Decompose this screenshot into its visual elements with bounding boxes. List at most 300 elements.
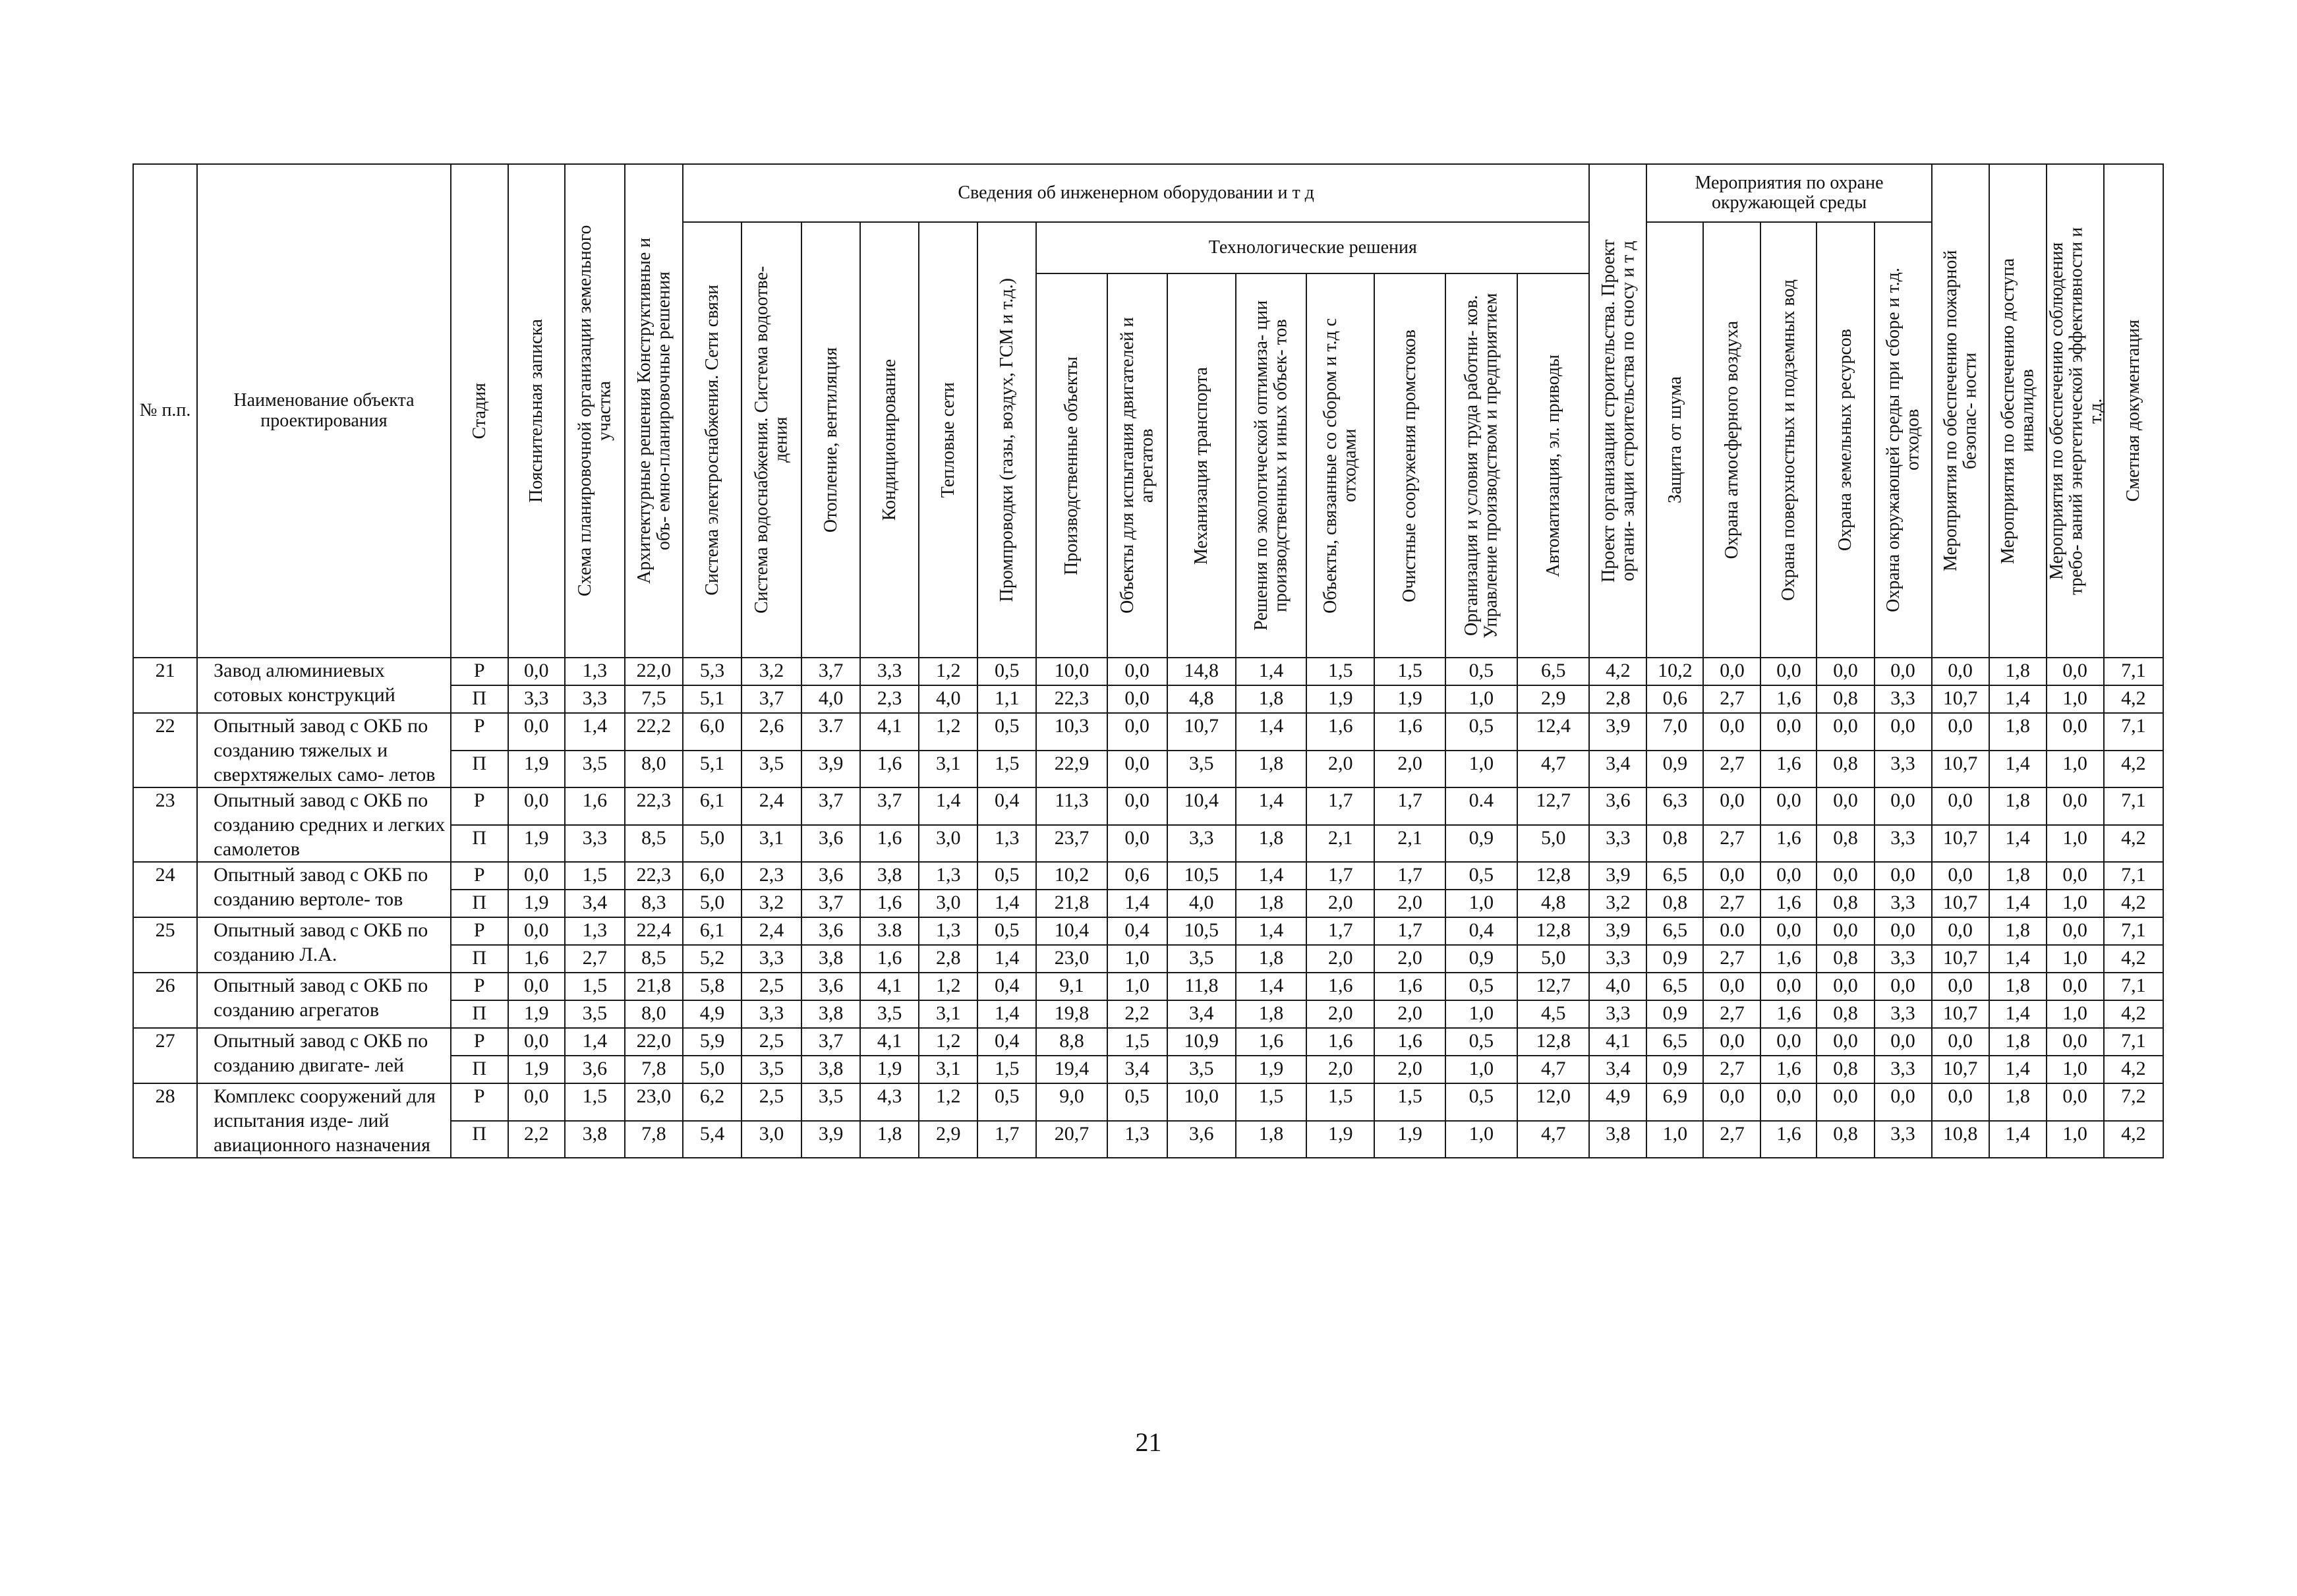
value-cell: 0,0 — [1703, 862, 1760, 890]
row-number: 22 — [133, 713, 197, 787]
value-cell: 3.7 — [801, 713, 860, 751]
stage-cell: Р — [451, 658, 508, 685]
value-cell: 5,0 — [683, 825, 741, 863]
header-c12 — [1167, 273, 1236, 658]
value-cell: 2,0 — [1374, 1000, 1445, 1028]
value-cell: 3,3 — [1875, 945, 1932, 973]
value-cell: 0,0 — [1817, 973, 1874, 1000]
header-c14 — [1306, 273, 1374, 658]
value-cell: 1,0 — [1445, 1121, 1517, 1158]
value-cell: 1,6 — [1236, 1028, 1306, 1056]
value-cell: 1,9 — [508, 1000, 565, 1028]
stage-cell: П — [451, 945, 508, 973]
value-cell: 10,5 — [1167, 862, 1236, 890]
value-cell: 1,8 — [1236, 751, 1306, 788]
value-cell: 0,0 — [1932, 917, 1989, 945]
value-cell: 3,6 — [1167, 1121, 1236, 1158]
header-c2-label: Схема планировочной организации земельного участка — [574, 225, 615, 597]
value-cell: 1,8 — [1989, 1083, 2047, 1121]
value-cell: 3,1 — [741, 825, 801, 863]
value-cell: 1,6 — [860, 945, 919, 973]
value-cell: 10,7 — [1167, 713, 1236, 751]
value-cell: 0,0 — [1875, 1083, 1932, 1121]
value-cell: 1,9 — [1236, 1056, 1306, 1083]
value-cell: 0,4 — [977, 973, 1036, 1000]
value-cell: 0,4 — [1445, 917, 1517, 945]
value-cell: 2,0 — [1306, 890, 1374, 917]
value-cell: 2,2 — [1107, 1000, 1167, 1028]
value-cell: 2,7 — [1703, 945, 1760, 973]
value-cell: 1,8 — [1989, 713, 2047, 751]
value-cell: 0,0 — [1932, 862, 1989, 890]
value-cell: 2,9 — [919, 1121, 977, 1158]
value-cell: 3,9 — [1589, 713, 1646, 751]
value-cell: 6,2 — [683, 1083, 741, 1121]
value-cell: 3,9 — [801, 751, 860, 788]
value-cell: 8,0 — [625, 751, 683, 788]
value-cell: 2,1 — [1374, 825, 1445, 863]
value-cell: 0,0 — [2047, 787, 2104, 825]
value-cell: 0,0 — [1760, 973, 1817, 1000]
value-cell: 3,5 — [565, 1000, 625, 1028]
value-cell: 10,7 — [1932, 890, 1989, 917]
value-cell: 3,3 — [1875, 825, 1932, 863]
value-cell: 1,4 — [977, 1000, 1036, 1028]
value-cell: 1,6 — [1760, 1121, 1817, 1158]
value-cell: 0,8 — [1817, 751, 1874, 788]
value-cell: 3.8 — [860, 917, 919, 945]
value-cell: 3,8 — [1589, 1121, 1646, 1158]
value-cell: 2,0 — [1374, 1056, 1445, 1083]
value-cell: 2,3 — [860, 685, 919, 713]
value-cell: 1,6 — [1306, 1028, 1374, 1056]
value-cell: 22,0 — [625, 1028, 683, 1056]
value-cell: 1,7 — [1374, 917, 1445, 945]
value-cell: 1,0 — [2047, 1000, 2104, 1028]
value-cell: 1,8 — [1989, 658, 2047, 685]
value-cell: 0,0 — [1107, 787, 1167, 825]
value-cell: 0,5 — [1445, 658, 1517, 685]
value-cell: 1,6 — [1306, 713, 1374, 751]
value-cell: 1,9 — [1306, 1121, 1374, 1158]
value-cell: 22,4 — [625, 917, 683, 945]
value-cell: 0,0 — [1703, 973, 1760, 1000]
value-cell: 0,0 — [1107, 751, 1167, 788]
value-cell: 3,7 — [801, 658, 860, 685]
value-cell: 1,4 — [919, 787, 977, 825]
value-cell: 1,1 — [977, 685, 1036, 713]
value-cell: 0.4 — [1445, 787, 1517, 825]
value-cell: 3,2 — [741, 890, 801, 917]
value-cell: 4,2 — [2104, 1121, 2163, 1158]
value-cell: 1,0 — [1445, 751, 1517, 788]
object-name: Завод алюминиевых сотовых конструкций — [197, 658, 451, 713]
header-c6 — [801, 222, 860, 658]
value-cell: 11,3 — [1036, 787, 1107, 825]
value-cell: 3,3 — [565, 825, 625, 863]
header-c18 — [1589, 164, 1646, 658]
value-cell: 1,2 — [919, 658, 977, 685]
value-cell: 1,0 — [1445, 685, 1517, 713]
value-cell: 3,1 — [919, 1000, 977, 1028]
value-cell: 22,3 — [1036, 685, 1107, 713]
value-cell: 11,8 — [1167, 973, 1236, 1000]
value-cell: 4,8 — [1517, 890, 1589, 917]
value-cell: 21,8 — [625, 973, 683, 1000]
value-cell: 1,8 — [1989, 787, 2047, 825]
value-cell: 0,0 — [1760, 917, 1817, 945]
value-cell: 1,0 — [2047, 890, 2104, 917]
value-cell: 0,0 — [1107, 825, 1167, 863]
value-cell: 12,8 — [1517, 917, 1589, 945]
value-cell: 7,1 — [2104, 1028, 2163, 1056]
value-cell: 1,4 — [1236, 917, 1306, 945]
value-cell: 1,2 — [919, 713, 977, 751]
value-cell: 0,0 — [1875, 917, 1932, 945]
value-cell: 1,5 — [1306, 1083, 1374, 1121]
value-cell: 0,0 — [508, 713, 565, 751]
value-cell: 5,0 — [1517, 825, 1589, 863]
value-cell: 0,9 — [1646, 751, 1703, 788]
header-stage — [451, 164, 508, 658]
header-c2 — [565, 164, 625, 658]
table-row — [133, 787, 2163, 825]
value-cell: 4,2 — [2104, 890, 2163, 917]
value-cell: 1,6 — [860, 751, 919, 788]
value-cell: 5,0 — [1517, 945, 1589, 973]
value-cell: 3,3 — [1875, 890, 1932, 917]
value-cell: 0,0 — [1703, 713, 1760, 751]
value-cell: 2,7 — [1703, 890, 1760, 917]
value-cell: 3,9 — [1589, 862, 1646, 890]
value-cell: 0,0 — [1703, 787, 1760, 825]
value-cell: 3,3 — [1589, 825, 1646, 863]
value-cell: 0,0 — [1107, 685, 1167, 713]
row-number: 23 — [133, 787, 197, 862]
header-c20-label: Охрана атмосферного воздуха — [1722, 320, 1743, 559]
value-cell: 1,4 — [1989, 945, 2047, 973]
header-c8-label: Тепловые сети — [938, 382, 959, 498]
value-cell: 1,9 — [508, 751, 565, 788]
value-cell: 0,8 — [1817, 825, 1874, 863]
value-cell: 1,7 — [1374, 862, 1445, 890]
value-cell: 3,4 — [1167, 1000, 1236, 1028]
value-cell: 7,1 — [2104, 973, 2163, 1000]
value-cell: 10,4 — [1036, 917, 1107, 945]
header-c24-label: Мероприятия по обеспечению пожарной безопас- ности — [1940, 250, 1981, 572]
value-cell: 0,0 — [1932, 787, 1989, 825]
value-cell: 1,5 — [977, 751, 1036, 788]
value-cell: 10,4 — [1167, 787, 1236, 825]
value-cell: 0,5 — [1445, 1028, 1517, 1056]
value-cell: 4,0 — [801, 685, 860, 713]
value-cell: 1,6 — [1760, 1056, 1817, 1083]
header-c22 — [1817, 222, 1874, 658]
value-cell: 0,0 — [1817, 917, 1874, 945]
value-cell: 0,0 — [2047, 1028, 2104, 1056]
value-cell: 0.0 — [1703, 917, 1760, 945]
stage-cell: Р — [451, 917, 508, 945]
value-cell: 1,4 — [1236, 862, 1306, 890]
value-cell: 4,7 — [1517, 1056, 1589, 1083]
value-cell: 0,0 — [2047, 973, 2104, 1000]
value-cell: 2,0 — [1306, 1056, 1374, 1083]
value-cell: 7,1 — [2104, 862, 2163, 890]
value-cell: 1,3 — [919, 862, 977, 890]
value-cell: 3,7 — [860, 787, 919, 825]
value-cell: 3,8 — [801, 1000, 860, 1028]
value-cell: 0,0 — [1932, 973, 1989, 1000]
value-cell: 0,6 — [1107, 862, 1167, 890]
value-cell: 1,8 — [1989, 973, 2047, 1000]
header-c10-label: Производственные объекты — [1061, 356, 1082, 575]
value-cell: 1,2 — [919, 1028, 977, 1056]
value-cell: 0,0 — [508, 862, 565, 890]
stage-cell: П — [451, 1121, 508, 1158]
header-c24 — [1932, 164, 1989, 658]
value-cell: 0,9 — [1646, 1056, 1703, 1083]
value-cell: 5,0 — [683, 1056, 741, 1083]
value-cell: 1,4 — [1236, 787, 1306, 825]
value-cell: 1,0 — [2047, 685, 2104, 713]
value-cell: 1,8 — [1236, 1000, 1306, 1028]
value-cell: 7,1 — [2104, 787, 2163, 825]
value-cell: 2,7 — [1703, 825, 1760, 863]
row-number: 25 — [133, 917, 197, 973]
value-cell: 10,2 — [1646, 658, 1703, 685]
value-cell: 7,8 — [625, 1121, 683, 1158]
header-c21-label: Охрана поверхностных и подземных вод — [1778, 279, 1799, 601]
value-cell: 3,3 — [741, 945, 801, 973]
value-cell: 10,7 — [1932, 945, 1989, 973]
row-number: 26 — [133, 973, 197, 1028]
object-name: Комплекс сооружений для испытания изде- лий авиационного назначения — [197, 1083, 451, 1158]
value-cell: 4,7 — [1517, 751, 1589, 788]
value-cell: 0,0 — [1817, 713, 1874, 751]
header-num: № п.п. — [133, 164, 197, 658]
value-cell: 1,6 — [1374, 973, 1445, 1000]
value-cell: 1,0 — [2047, 751, 2104, 788]
value-cell: 3,4 — [565, 890, 625, 917]
stage-cell: Р — [451, 973, 508, 1000]
stage-cell: П — [451, 1000, 508, 1028]
object-name: Опытный завод с ОКБ по созданию тяжелых и сверхтяжелых само- летов — [197, 713, 451, 787]
value-cell: 3,3 — [1875, 685, 1932, 713]
header-c17-label: Автоматизация, эл. приводы — [1542, 354, 1563, 577]
header-c12-label: Механизация транспорта — [1191, 366, 1212, 565]
value-cell: 1,5 — [1374, 658, 1445, 685]
value-cell: 1,9 — [1374, 685, 1445, 713]
value-cell: 0,8 — [1817, 1000, 1874, 1028]
value-cell: 19,4 — [1036, 1056, 1107, 1083]
value-cell: 3,1 — [919, 1056, 977, 1083]
value-cell: 2,8 — [919, 945, 977, 973]
value-cell: 5,9 — [683, 1028, 741, 1056]
header-c3-label: Архитектурные решения Конструктивные и объ- емно-планировочные решения — [633, 237, 674, 584]
header-c8 — [919, 222, 977, 658]
value-cell: 0,5 — [1445, 713, 1517, 751]
value-cell: 1,6 — [1760, 825, 1817, 863]
value-cell: 23,0 — [625, 1083, 683, 1121]
value-cell: 8,5 — [625, 825, 683, 863]
value-cell: 1,8 — [1236, 945, 1306, 973]
value-cell: 0,5 — [977, 1083, 1036, 1121]
value-cell: 0,0 — [508, 787, 565, 825]
value-cell: 1,3 — [1107, 1121, 1167, 1158]
header-c19-label: Защита от шума — [1664, 376, 1685, 504]
value-cell: 0,0 — [1875, 713, 1932, 751]
value-cell: 3,3 — [1875, 751, 1932, 788]
value-cell: 0,0 — [2047, 713, 2104, 751]
value-cell: 5,8 — [683, 973, 741, 1000]
value-cell: 3,3 — [1875, 1000, 1932, 1028]
value-cell: 2,2 — [508, 1121, 565, 1158]
value-cell: 1,3 — [565, 917, 625, 945]
row-number: 21 — [133, 658, 197, 713]
stage-cell: Р — [451, 1083, 508, 1121]
value-cell: 3,7 — [801, 1028, 860, 1056]
value-cell: 6,5 — [1517, 658, 1589, 685]
value-cell: 1,4 — [565, 1028, 625, 1056]
value-cell: 1,0 — [1445, 1056, 1517, 1083]
table-body — [133, 658, 2163, 1158]
value-cell: 7,1 — [2104, 658, 2163, 685]
value-cell: 0,0 — [1760, 1028, 1817, 1056]
value-cell: 3,8 — [565, 1121, 625, 1158]
value-cell: 10,7 — [1932, 825, 1989, 863]
value-cell: 1,6 — [1760, 751, 1817, 788]
value-cell: 0,0 — [2047, 862, 2104, 890]
value-cell: 3,4 — [1107, 1056, 1167, 1083]
value-cell: 1,9 — [508, 825, 565, 863]
value-cell: 0,8 — [1817, 945, 1874, 973]
value-cell: 4,3 — [860, 1083, 919, 1121]
header-c1-label: Пояснительная записка — [526, 319, 547, 503]
value-cell: 1,0 — [2047, 825, 2104, 863]
value-cell: 0,0 — [1817, 787, 1874, 825]
value-cell: 12,4 — [1517, 713, 1589, 751]
value-cell: 0,0 — [1760, 658, 1817, 685]
value-cell: 4,1 — [1589, 1028, 1646, 1056]
value-cell: 0,8 — [1817, 685, 1874, 713]
value-cell: 1,4 — [1236, 713, 1306, 751]
object-name: Опытный завод с ОКБ по созданию вертоле- тов — [197, 862, 451, 917]
value-cell: 3,2 — [1589, 890, 1646, 917]
value-cell: 1,0 — [2047, 1121, 2104, 1158]
header-c20 — [1703, 222, 1760, 658]
stage-cell: Р — [451, 787, 508, 825]
value-cell: 2,0 — [1306, 751, 1374, 788]
value-cell: 1,6 — [565, 787, 625, 825]
value-cell: 1,4 — [1989, 825, 2047, 863]
value-cell: 1,2 — [919, 1083, 977, 1121]
value-cell: 1,3 — [977, 825, 1036, 863]
value-cell: 4,2 — [2104, 751, 2163, 788]
value-cell: 3,8 — [801, 1056, 860, 1083]
value-cell: 0,4 — [977, 787, 1036, 825]
value-cell: 1,6 — [860, 825, 919, 863]
value-cell: 10,0 — [1167, 1083, 1236, 1121]
value-cell: 0,0 — [1875, 658, 1932, 685]
value-cell: 2,7 — [1703, 685, 1760, 713]
value-cell: 2,4 — [741, 917, 801, 945]
value-cell: 4,9 — [683, 1000, 741, 1028]
value-cell: 0,0 — [1760, 1083, 1817, 1121]
stage-cell: Р — [451, 862, 508, 890]
value-cell: 2,1 — [1306, 825, 1374, 863]
header-c9-label: Промпроводки (газы, воздух, ГСМ и т.д.) — [997, 277, 1018, 602]
value-cell: 9,0 — [1036, 1083, 1107, 1121]
value-cell: 19,8 — [1036, 1000, 1107, 1028]
value-cell: 1,8 — [1989, 917, 2047, 945]
value-cell: 1,3 — [919, 917, 977, 945]
value-cell: 1,0 — [1445, 890, 1517, 917]
value-cell: 12,8 — [1517, 862, 1589, 890]
page-number: 21 — [1135, 1427, 1162, 1457]
value-cell: 1,4 — [977, 890, 1036, 917]
value-cell: 3,0 — [919, 890, 977, 917]
value-cell: 2,5 — [741, 1028, 801, 1056]
value-cell: 6,1 — [683, 917, 741, 945]
value-cell: 0,0 — [1875, 787, 1932, 825]
value-cell: 0,0 — [1875, 1028, 1932, 1056]
header-c7 — [860, 222, 919, 658]
value-cell: 1,4 — [1236, 973, 1306, 1000]
header-c21 — [1760, 222, 1817, 658]
value-cell: 2,7 — [1703, 1000, 1760, 1028]
value-cell: 7,1 — [2104, 713, 2163, 751]
value-cell: 0,8 — [1646, 890, 1703, 917]
value-cell: 0,9 — [1445, 825, 1517, 863]
row-number: 24 — [133, 862, 197, 917]
header-c25-label: Мероприятия по обеспечению доступа инвалидов — [1997, 258, 2038, 564]
value-cell: 0,0 — [1703, 1028, 1760, 1056]
value-cell: 3,6 — [801, 973, 860, 1000]
value-cell: 3,1 — [919, 751, 977, 788]
value-cell: 3,7 — [741, 685, 801, 713]
value-cell: 1,3 — [565, 658, 625, 685]
table-row — [133, 973, 2163, 1000]
value-cell: 3,3 — [1167, 825, 1236, 863]
header-c4-label: Система электроснабжения. Сети связи — [701, 284, 722, 596]
value-cell: 0,0 — [508, 1083, 565, 1121]
value-cell: 1,0 — [1646, 1121, 1703, 1158]
value-cell: 4,2 — [2104, 1000, 2163, 1028]
value-cell: 0,5 — [1445, 973, 1517, 1000]
value-cell: 1,4 — [1989, 890, 2047, 917]
value-cell: 10,7 — [1932, 751, 1989, 788]
stage-cell: Р — [451, 713, 508, 751]
value-cell: 0,4 — [1107, 917, 1167, 945]
table-row — [133, 1083, 2163, 1121]
value-cell: 8,3 — [625, 890, 683, 917]
value-cell: 2,0 — [1306, 1000, 1374, 1028]
value-cell: 0,0 — [2047, 917, 2104, 945]
header-stage-label: Стадия — [469, 382, 490, 440]
value-cell: 1,4 — [1989, 1056, 2047, 1083]
value-cell: 0,0 — [508, 917, 565, 945]
table-header — [133, 164, 2163, 658]
header-c26 — [2047, 164, 2104, 658]
value-cell: 0,5 — [1445, 862, 1517, 890]
value-cell: 6,1 — [683, 787, 741, 825]
stage-cell: П — [451, 685, 508, 713]
value-cell: 2,7 — [565, 945, 625, 973]
object-name: Опытный завод с ОКБ по созданию агрегатов — [197, 973, 451, 1028]
header-c13 — [1236, 273, 1306, 658]
value-cell: 3,5 — [1167, 751, 1236, 788]
value-cell: 5,1 — [683, 751, 741, 788]
